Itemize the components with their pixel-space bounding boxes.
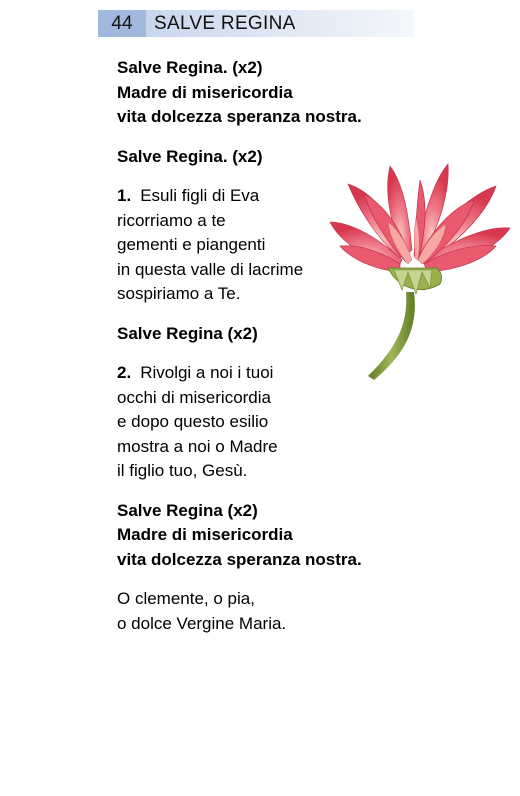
verse-line: occhi di misericordia [117, 387, 271, 407]
refrain-line: Salve Regina. (x2) [117, 146, 263, 166]
refrain-line: Salve Regina (x2) [117, 323, 258, 343]
refrain-1 [117, 56, 417, 130]
refrain-line: Madre di misericordia [117, 82, 293, 102]
verse-number: 1. [117, 186, 132, 205]
closing-line: O clemente, o pia, [117, 589, 255, 608]
refrain-line: vita dolcezza speranza nostra. [117, 107, 362, 126]
verse-line: sospiriamo a Te. [117, 284, 241, 303]
verse-number: 2. [117, 363, 132, 382]
page-header [98, 10, 414, 37]
closing-line: o dolce Vergine Maria. [117, 613, 287, 633]
refrain-line: Salve Regina. (x2) [117, 58, 263, 77]
gerbera-flower-icon [328, 160, 512, 382]
closing-verse [117, 587, 417, 636]
verse-line: e dopo questo esilio [117, 412, 269, 431]
verse-line: ricorriamo a te [117, 210, 226, 230]
refrain-line: Salve Regina (x2) [117, 500, 258, 520]
page-number: 44 [98, 10, 146, 37]
verse-text: Esuli figli di Eva [140, 186, 260, 205]
verse-line: gementi e piangenti [117, 235, 266, 254]
verse-line: mostra a noi o Madre [117, 436, 278, 456]
verse-line: in questa valle di lacrime [117, 259, 304, 279]
refrain-line: Madre di misericordia [117, 525, 293, 544]
verse-text: Rivolgi a noi i tuoi [140, 363, 274, 382]
verse-line: il figlio tuo, Gesù. [117, 461, 248, 480]
page-title: SALVE REGINA [146, 10, 414, 37]
refrain-4 [117, 499, 417, 573]
refrain-line: vita dolcezza speranza nostra. [117, 549, 362, 569]
